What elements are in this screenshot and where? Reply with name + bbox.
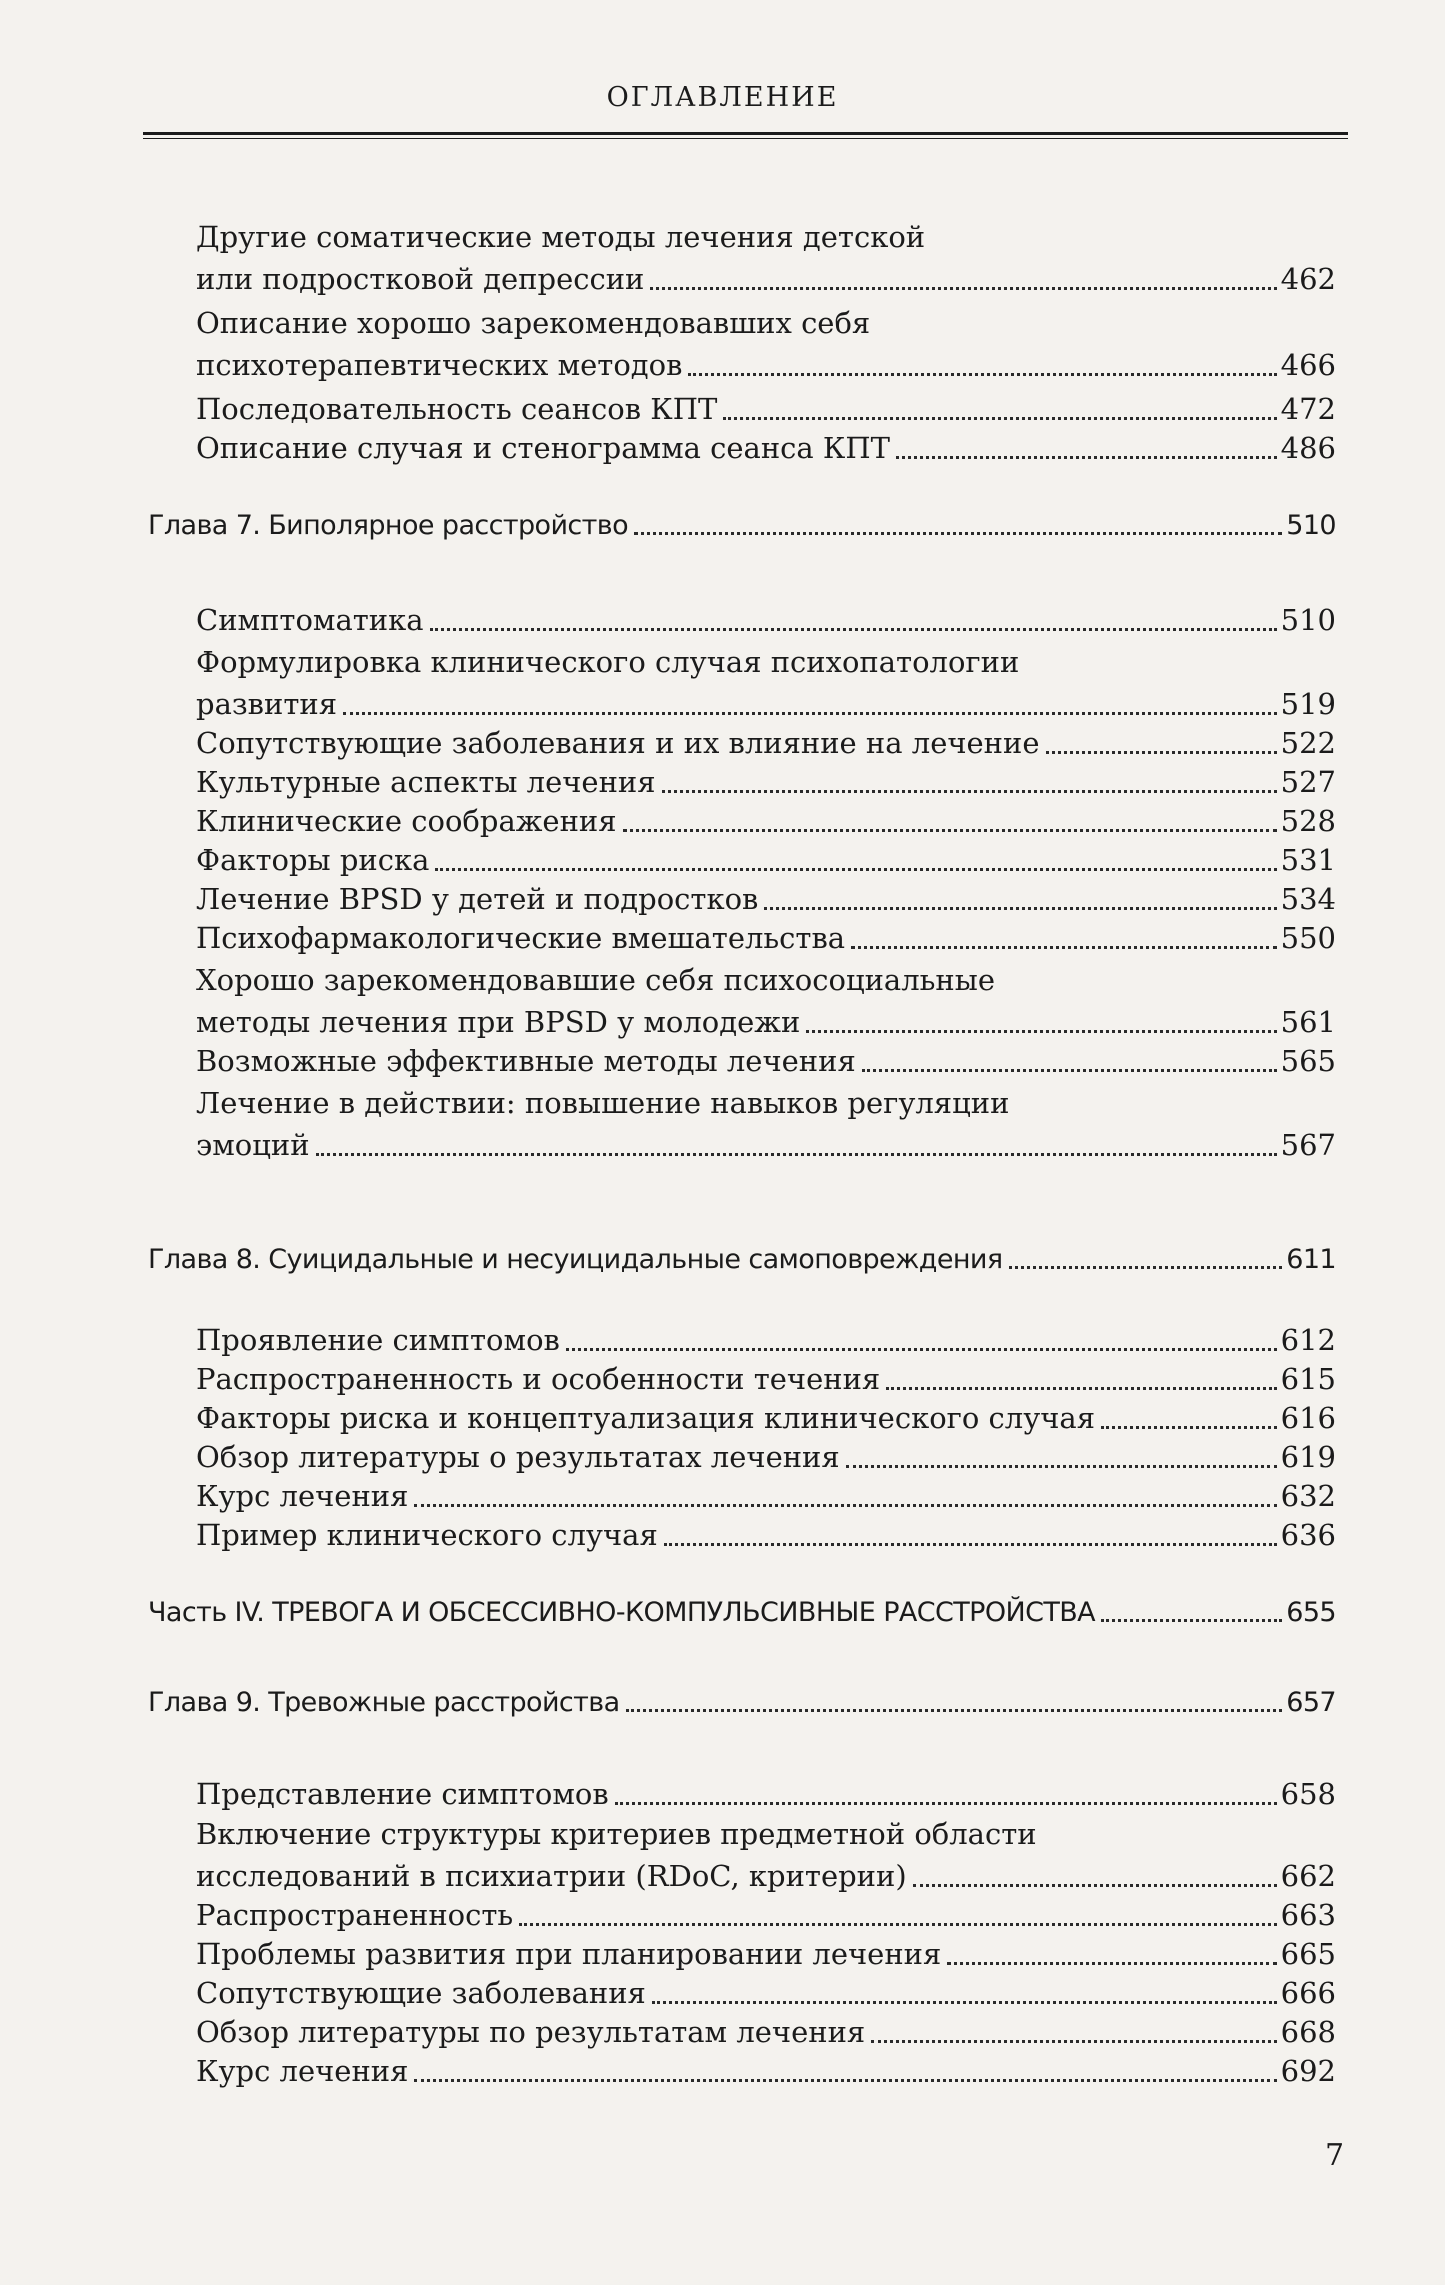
toc-section-entry xyxy=(196,1128,1336,1162)
toc-entry-title: Возможные эффективные методы лечения xyxy=(196,1044,856,1078)
toc-page-number: 522 xyxy=(1280,726,1336,760)
toc-page-number: 668 xyxy=(1280,2015,1336,2049)
toc-section-entry xyxy=(196,1323,1336,1357)
toc-page-number: 663 xyxy=(1280,1898,1336,1932)
dot-leader xyxy=(851,938,1277,949)
toc-chapter-entry xyxy=(148,510,1336,541)
toc-section-entry xyxy=(196,804,1336,838)
toc-section-entry xyxy=(196,1005,1336,1039)
toc-entry-title: Представление симптомов xyxy=(196,1777,609,1811)
toc-entry-title: Курс лечения xyxy=(196,1479,409,1513)
dot-leader xyxy=(664,1535,1277,1546)
toc-page-number: 655 xyxy=(1286,1597,1336,1628)
toc-entry-title: Глава 8. Суицидальные и несуицидальные самоповреждения xyxy=(148,1244,1003,1275)
toc-entry-title: Обзор литературы о результатах лечения xyxy=(196,1440,840,1474)
toc-entry-title: Сопутствующие заболевания и их влияние на лечение xyxy=(196,726,1040,760)
toc-section-entry xyxy=(196,1479,1336,1513)
toc-page-number: 658 xyxy=(1280,1777,1336,1811)
toc-entry-title: Проблемы развития при планировании лечения xyxy=(196,1937,942,1971)
dot-leader xyxy=(414,2071,1276,2082)
dot-leader xyxy=(764,899,1276,910)
toc-entry-title: развития xyxy=(196,687,337,721)
toc-section-entry xyxy=(196,1777,1336,1811)
page-header-title: ОГЛАВЛЕНИЕ xyxy=(606,82,839,113)
toc-page-number: 527 xyxy=(1280,765,1336,799)
dot-leader xyxy=(435,860,1276,871)
dot-leader xyxy=(806,1022,1276,1033)
toc-page-number: 615 xyxy=(1280,1362,1336,1396)
toc-entry-title: Описание случая и стенограмма сеанса КПТ xyxy=(196,431,891,465)
toc-section-entry xyxy=(196,1859,1336,1893)
toc-entry-first-line: Включение структуры критериев предметной области xyxy=(196,1817,1037,1851)
toc-entry-title: Проявление симптомов xyxy=(196,1323,560,1357)
toc-entry-first-line: Лечение в действии: повышение навыков регуляции xyxy=(196,1086,1010,1120)
toc-entry-first-line: Описание хорошо зарекомендовавших себя xyxy=(196,306,871,340)
dot-leader xyxy=(430,620,1277,631)
toc-entry-title: Лечение BPSD у детей и подростков xyxy=(196,882,759,916)
dot-leader xyxy=(688,365,1276,376)
dot-leader xyxy=(896,448,1277,459)
dot-leader xyxy=(566,1340,1277,1351)
toc-page-number: 565 xyxy=(1280,1044,1336,1078)
toc-entry-title: или подростковой депрессии xyxy=(196,262,645,296)
toc-page-number: 561 xyxy=(1280,1005,1336,1039)
toc-page-number: 550 xyxy=(1280,921,1336,955)
toc-page-number: 632 xyxy=(1280,1479,1336,1513)
toc-entry-title: психотерапевтических методов xyxy=(196,348,683,382)
toc-page-number: 657 xyxy=(1286,1687,1336,1718)
dot-leader xyxy=(652,1993,1277,2004)
dot-leader xyxy=(871,2032,1276,2043)
toc-entry-title: Культурные аспекты лечения xyxy=(196,765,656,799)
dot-leader xyxy=(723,409,1276,420)
dot-leader xyxy=(1009,1258,1283,1269)
toc-page-number: 486 xyxy=(1280,431,1336,465)
toc-section-entry xyxy=(196,1518,1336,1552)
toc-section-entry xyxy=(196,726,1336,760)
toc-chapter-entry xyxy=(148,1687,1336,1718)
dot-leader xyxy=(519,1915,1276,1926)
toc-entry-title: Распространенность и особенности течения xyxy=(196,1362,881,1396)
dot-leader xyxy=(947,1954,1276,1965)
dot-leader xyxy=(662,782,1277,793)
toc-entry-first-line: Другие соматические методы лечения детской xyxy=(196,220,926,254)
toc-section-entry xyxy=(196,431,1336,465)
dot-leader xyxy=(316,1145,1277,1156)
toc-entry-title: Последовательность сеансов КПТ xyxy=(196,392,718,426)
toc-entry-title: Часть IV. ТРЕВОГА И ОБСЕССИВНО-КОМПУЛЬСИВНЫЕ РАССТРОЙСТВА xyxy=(148,1597,1096,1628)
toc-section-entry xyxy=(196,765,1336,799)
dot-leader xyxy=(1101,1611,1282,1622)
toc-section-entry xyxy=(196,1362,1336,1396)
toc-section-entry xyxy=(196,921,1336,955)
dot-leader xyxy=(414,1496,1276,1507)
toc-entry-title: Факторы риска xyxy=(196,843,430,877)
toc-section-entry xyxy=(196,882,1336,916)
toc-section-entry xyxy=(196,2054,1336,2088)
toc-page-number: 528 xyxy=(1280,804,1336,838)
toc-entry-first-line: Хорошо зарекомендовавшие себя психосоциальные xyxy=(196,963,996,997)
toc-section-entry xyxy=(196,1898,1336,1932)
dot-leader xyxy=(634,524,1282,535)
toc-chapter-entry xyxy=(148,1597,1336,1628)
toc-entry-title: Глава 7. Биполярное расстройство xyxy=(148,510,629,541)
toc-entry-title: Психофармакологические вмешательства xyxy=(196,921,846,955)
toc-page-number: 534 xyxy=(1280,882,1336,916)
dot-leader xyxy=(343,704,1277,715)
toc-section-entry xyxy=(196,1044,1336,1078)
toc-page-number: 665 xyxy=(1280,1937,1336,1971)
toc-section-entry xyxy=(196,1401,1336,1435)
dot-leader xyxy=(1046,743,1277,754)
toc-section-entry xyxy=(196,1937,1336,1971)
dot-leader xyxy=(650,279,1276,290)
toc-entry-title: эмоций xyxy=(196,1128,310,1162)
dot-leader xyxy=(615,1794,1277,1805)
toc-page-number: 567 xyxy=(1280,1128,1336,1162)
dot-leader xyxy=(846,1457,1277,1468)
toc-page-number: 466 xyxy=(1280,348,1336,382)
toc-entry-title: исследований в психиатрии (RDoC, критерии) xyxy=(196,1859,907,1893)
toc-page-number: 510 xyxy=(1286,510,1336,541)
toc-page-number: 616 xyxy=(1280,1401,1336,1435)
toc-page-number: 472 xyxy=(1280,392,1336,426)
dot-leader xyxy=(623,821,1277,832)
dot-leader xyxy=(862,1061,1277,1072)
dot-leader xyxy=(1101,1418,1277,1429)
toc-section-entry xyxy=(196,348,1336,382)
header-rule-thin xyxy=(143,138,1348,139)
page-number: 7 xyxy=(1325,2138,1345,2173)
toc-entry-title: Симптоматика xyxy=(196,603,424,637)
toc-section-entry xyxy=(196,603,1336,637)
dot-leader xyxy=(626,1701,1283,1712)
toc-page-number: 619 xyxy=(1280,1440,1336,1474)
toc-entry-title: методы лечения при BPSD у молодежи xyxy=(196,1005,801,1039)
toc-entry-title: Обзор литературы по результатам лечения xyxy=(196,2015,866,2049)
toc-page-number: 636 xyxy=(1280,1518,1336,1552)
toc-entry-title: Клинические соображения xyxy=(196,804,617,838)
toc-entry-title: Факторы риска и концептуализация клинического случая xyxy=(196,1401,1096,1435)
toc-section-entry xyxy=(196,1440,1336,1474)
toc-section-entry xyxy=(196,843,1336,877)
toc-page-number: 611 xyxy=(1286,1244,1336,1275)
toc-entry-title: Распространенность xyxy=(196,1898,514,1932)
toc-page-number: 519 xyxy=(1280,687,1336,721)
toc-page-number: 612 xyxy=(1280,1323,1336,1357)
toc-page-number: 692 xyxy=(1280,2054,1336,2088)
toc-section-entry xyxy=(196,262,1336,296)
dot-leader xyxy=(913,1876,1277,1887)
dot-leader xyxy=(886,1379,1276,1390)
toc-page-number: 666 xyxy=(1280,1976,1336,2010)
header-rule xyxy=(143,132,1348,135)
toc-page-number: 531 xyxy=(1280,843,1336,877)
toc-section-entry xyxy=(196,1976,1336,2010)
toc-entry-title: Глава 9. Тревожные расстройства xyxy=(148,1687,620,1718)
toc-entry-title: Сопутствующие заболевания xyxy=(196,1976,646,2010)
toc-entry-title: Пример клинического случая xyxy=(196,1518,658,1552)
toc-section-entry xyxy=(196,2015,1336,2049)
toc-page-number: 510 xyxy=(1280,603,1336,637)
toc-chapter-entry xyxy=(148,1244,1336,1275)
toc-page-number: 462 xyxy=(1280,262,1336,296)
toc-section-entry xyxy=(196,687,1336,721)
toc-entry-first-line: Формулировка клинического случая психопатологии xyxy=(196,645,1020,679)
toc-section-entry xyxy=(196,392,1336,426)
toc-entry-title: Курс лечения xyxy=(196,2054,409,2088)
toc-page-number: 662 xyxy=(1280,1859,1336,1893)
